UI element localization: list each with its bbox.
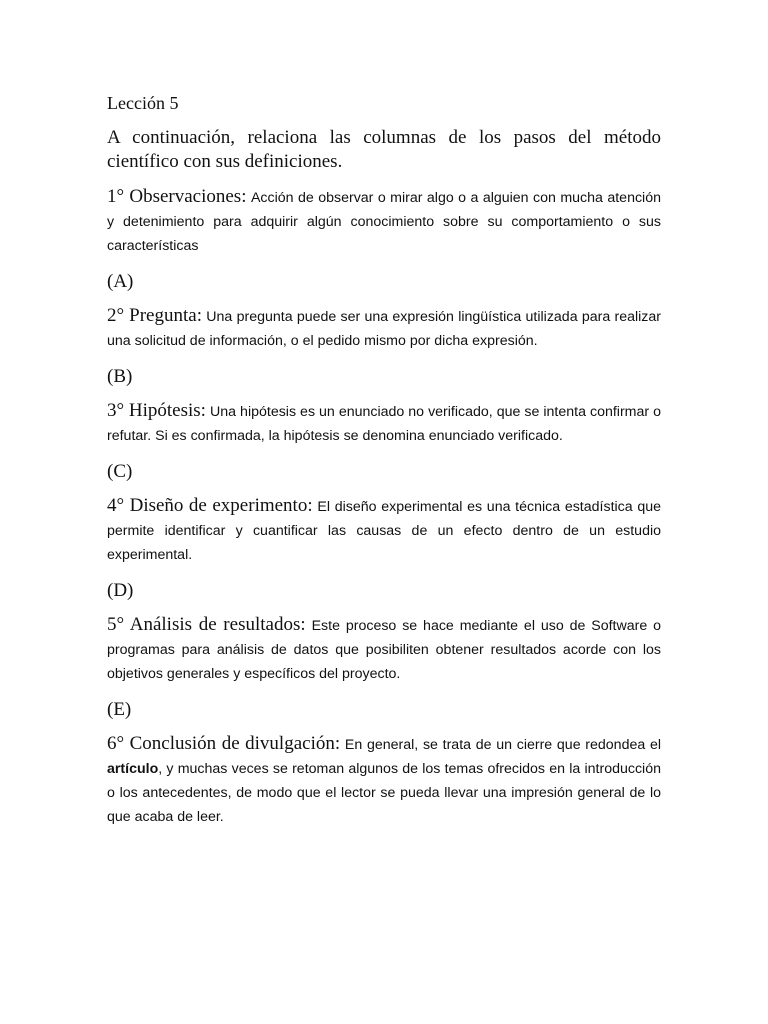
step-definition: Este proceso se hace mediante el uso de Software o programas para análisis de datos que posibiliten obtener resultados acorde con los objetivos generales y específicos del proyecto. xyxy=(107,618,662,682)
answer-slot-a: (A) xyxy=(107,271,134,292)
document-page xyxy=(107,92,661,829)
step-observaciones xyxy=(107,185,661,258)
definition-text: En general, se trata de un cierre que redondea el xyxy=(344,737,661,753)
step-term: 3° Hipótesis: xyxy=(107,400,206,421)
answer-slot-b: (B) xyxy=(107,366,133,387)
definition-text: , y muchas veces se retoman algunos de los temas ofrecidos en la introducción o los antecedentes, de modo que el lector se pueda llevar una impresión general de lo que acaba de leer. xyxy=(107,761,661,825)
answer-slot-d: (D) xyxy=(107,580,134,601)
step-definition: Una hipótesis es un enunciado no verificado, que se intenta confirmar o refutar. Si es confirmada, la hipótesis se denomina enunciado verificado. xyxy=(107,404,662,444)
step-term: 5° Análisis de resultados: xyxy=(107,614,306,635)
step-diseno-experimento xyxy=(107,494,661,567)
step-pregunta xyxy=(107,304,661,353)
step-analisis-resultados xyxy=(107,613,661,686)
step-hipotesis xyxy=(107,399,661,448)
definition-bold-word: artículo xyxy=(107,761,159,777)
step-definition: Una pregunta puede ser una expresión lingüística utilizada para realizar una solicitud de información, o el pedido mismo por dicha expresión. xyxy=(107,309,661,349)
step-term: 2° Pregunta: xyxy=(107,305,202,326)
lesson-title: Lección 5 xyxy=(107,93,179,113)
step-term: 6° Conclusión de divulgación: xyxy=(107,733,341,754)
step-definition: El diseño experimental es una técnica estadística que permite identificar y cuantificar las causas de un efecto dentro de un estudio experimental. xyxy=(107,499,662,563)
step-term: 4° Diseño de experimento: xyxy=(107,495,313,516)
step-term: 1° Observaciones: xyxy=(107,186,247,207)
step-conclusion-divulgacion xyxy=(107,732,661,829)
answer-slot-c: (C) xyxy=(107,461,133,482)
answer-slot-e: (E) xyxy=(107,699,132,720)
step-definition: Acción de observar o mirar algo o a alguien con mucha atención y detenimiento para adquirir algún conocimiento sobre su comportamiento o sus características xyxy=(107,190,661,254)
instructions-text: A continuación, relaciona las columnas de los pasos del método científico con sus definiciones. xyxy=(107,127,661,172)
